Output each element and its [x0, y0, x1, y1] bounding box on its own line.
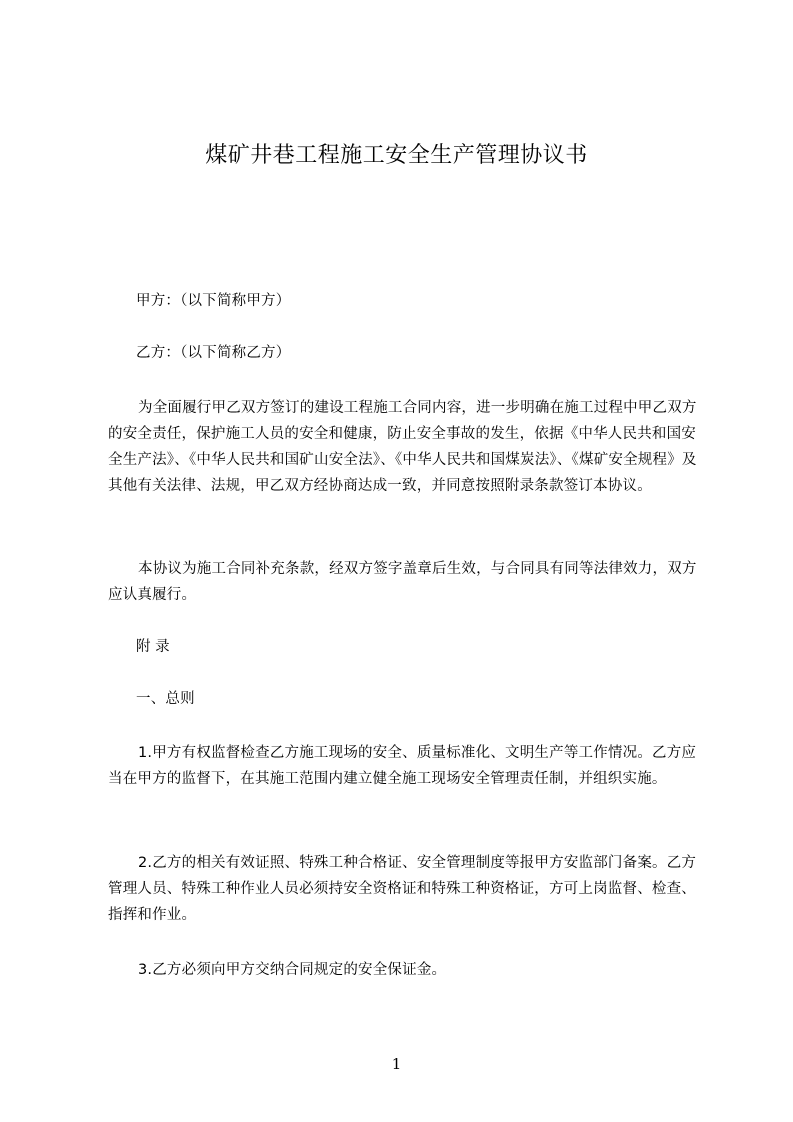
clause-item-3: 3.乙方必须向甲方交纳合同规定的安全保证金。	[138, 962, 447, 978]
appendix-heading: 附 录	[136, 639, 170, 655]
clause-item-1: 1.甲方有权监督检查乙方施工现场的安全、质量标准化、文明生产等工作情况。乙方应当在甲方的监督下，在其施工范围内建立健全施工现场安全管理责任制，并组织实施。	[108, 745, 697, 787]
page-number: 1	[391, 1055, 402, 1073]
intro-paragraph: 为全面履行甲乙双方签订的建设工程施工合同内容，进一步明确在施工过程中甲乙双方的安全责任，保护施工人员的安全和健康，防止安全事故的发生，依据《中华人民共和国安全生产法》、《中华人民共和国矿山安全法》、《中华人民共和国煤炭法》、《煤矿安全规程》及其他有关法律、法规，甲乙双方经协商达成一致，并同意按照附录条款签订本协议。	[108, 400, 697, 494]
party-b-line: 乙方：（以下简称乙方）	[136, 345, 291, 361]
clause-item-2: 2.乙方的相关有效证照、特殊工种合格证、安全管理制度等报甲方安监部门备案。乙方管理人员、特殊工种作业人员必须持安全资格证和特殊工种资格证，方可上岗监督、检查、指挥和作业。	[108, 855, 697, 923]
section-general-heading: 一、总则	[136, 691, 195, 707]
document-title: 煤矿井巷工程施工安全生产管理协议书	[205, 143, 588, 168]
party-a-line: 甲方：（以下简称甲方）	[136, 293, 291, 309]
effect-paragraph: 本协议为施工合同补充条款，经双方签字盖章后生效，与合同具有同等法律效力，双方应认真履行。	[108, 561, 697, 603]
